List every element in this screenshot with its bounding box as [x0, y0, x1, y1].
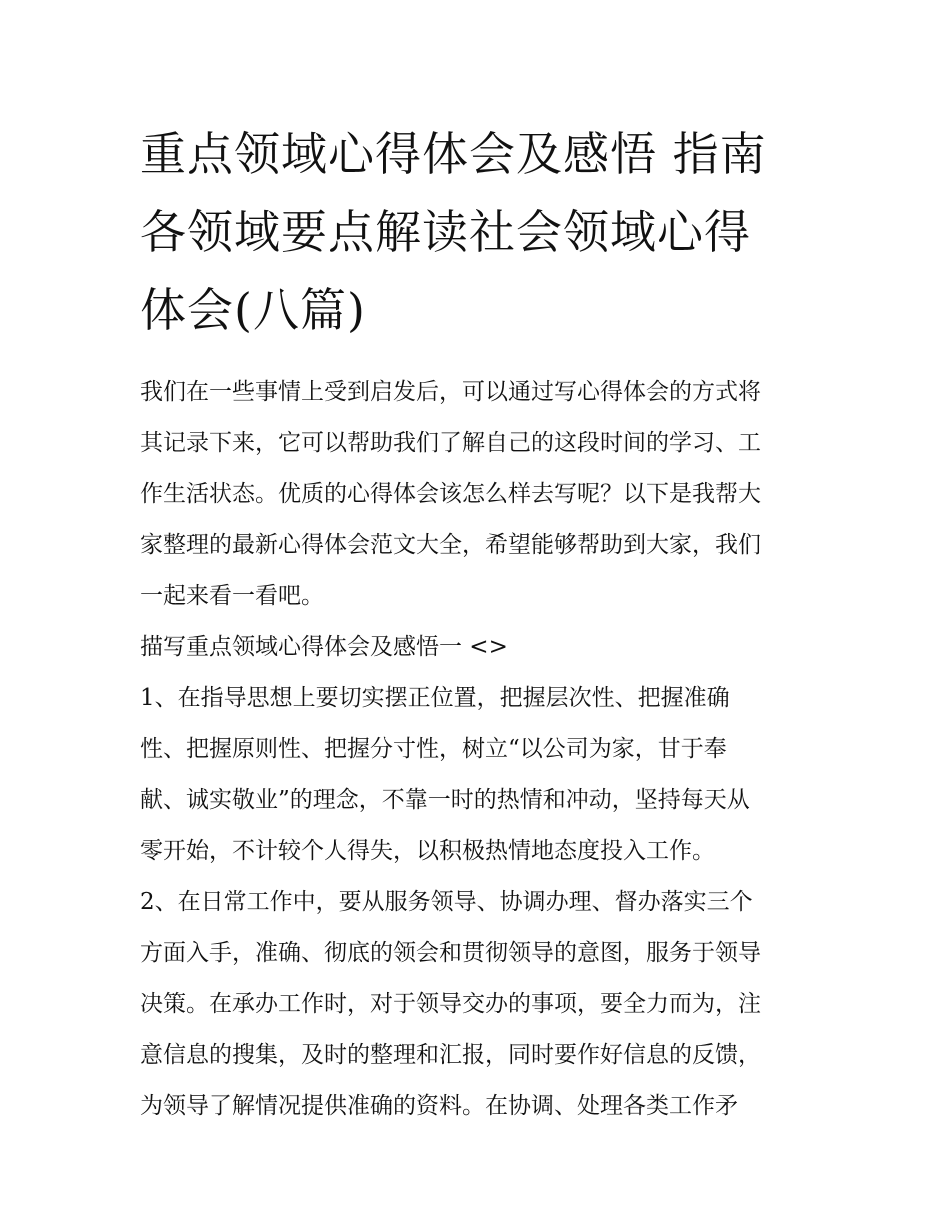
- document-content: [140, 115, 820, 1132]
- title-line: 重点领域心得体会及感悟 指南: [140, 127, 767, 181]
- text-line: 1、在指导思想上要切实摆正位置，把握层次性、把握准确: [140, 685, 730, 711]
- text-line: 我们在一些事情上受到启发后，可以通过写心得体会的方式将: [140, 379, 761, 405]
- text-line: 家整理的最新心得体会范文大全，希望能够帮助到大家，我们: [140, 532, 761, 558]
- numbered-item-1: [140, 673, 820, 877]
- text-line: 2、在日常工作中，要从服务领导、协调办理、督办落实三个: [140, 889, 753, 915]
- text-line: 决策。在承办工作时，对于领导交办的事项，要全力而为，注: [140, 991, 761, 1017]
- text-line: 其记录下来，它可以帮助我们了解自己的这段时间的学习、工: [140, 430, 761, 456]
- title-line: 体会(八篇): [140, 283, 366, 337]
- text-line: 献、诚实敬业”的理念，不靠一时的热情和冲动，坚持每天从: [140, 787, 750, 813]
- title-line: 各领域要点解读社会领域心得: [140, 205, 751, 259]
- text-line: 一起来看一看吧。: [140, 583, 324, 609]
- text-line: 零开始，不计较个人得失，以积极热情地态度投入工作。: [140, 838, 715, 864]
- text-line: 性、把握原则性、把握分寸性，树立“以公司为家，甘于奉: [140, 736, 727, 762]
- text-line: 为领导了解情况提供准确的资料。在协调、处理各类工作矛: [140, 1093, 738, 1119]
- section-heading-text: 描写重点领域心得体会及感悟一 <>: [140, 634, 508, 660]
- section-heading: [140, 622, 820, 673]
- numbered-item-2: [140, 877, 820, 1132]
- text-line: 方面入手，准确、彻底的领会和贯彻领导的意图，服务于领导: [140, 940, 761, 966]
- document-title: [140, 115, 820, 349]
- text-line: 作生活状态。优质的心得体会该怎么样去写呢？以下是我帮大: [140, 481, 761, 507]
- intro-paragraph: [140, 367, 820, 622]
- text-line: 意信息的搜集，及时的整理和汇报，同时要作好信息的反馈，: [140, 1042, 761, 1068]
